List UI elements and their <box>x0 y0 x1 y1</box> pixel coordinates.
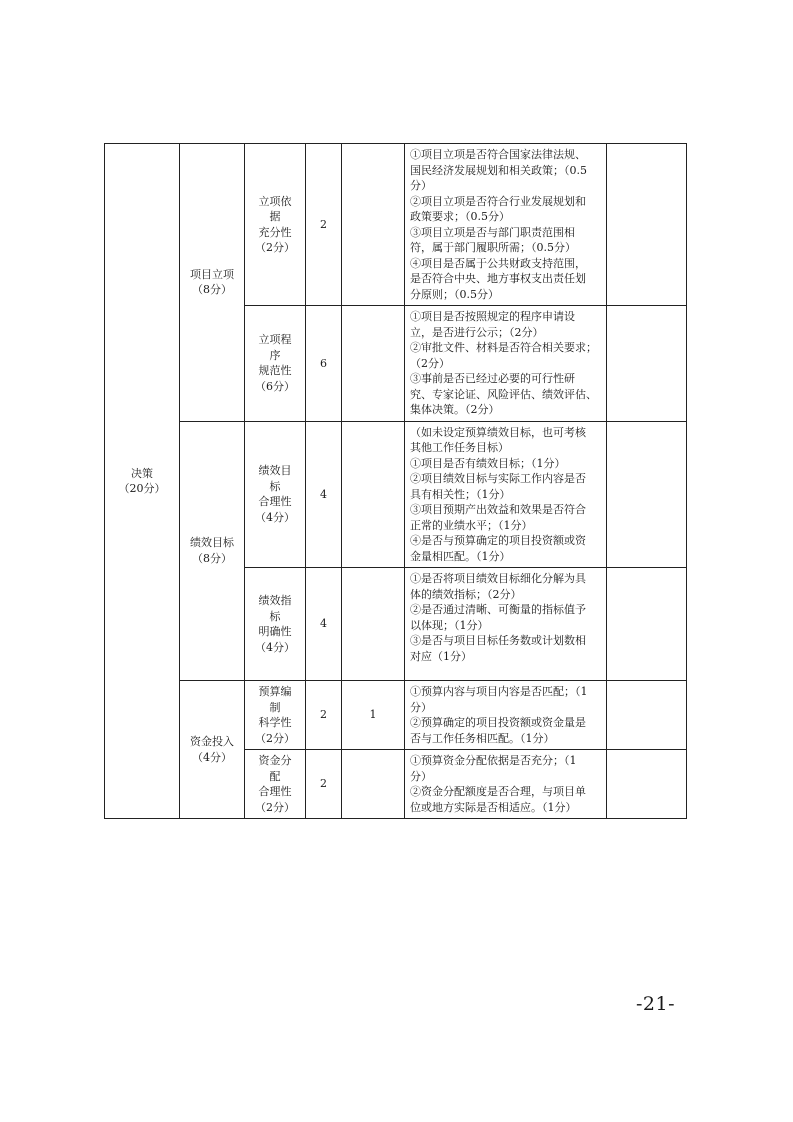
criteria-line: ③项目立项是否与部门职责范围相 <box>410 225 575 239</box>
table-row <box>105 681 687 750</box>
score-cell <box>607 681 687 750</box>
criteria-line: 是否符合中央、地方事权支出责任划 <box>410 272 586 285</box>
criteria-line: 集体决策。（2分） <box>410 403 500 416</box>
deduction-cell: 1 <box>342 681 405 750</box>
criteria-line: 分） <box>410 700 432 714</box>
criteria-line: ①预算资金分配依据是否充分；（1 <box>410 754 577 767</box>
criteria-line: 符，属于部门履职所需；（0.5分） <box>410 241 576 254</box>
score-cell <box>607 750 687 819</box>
criteria-line: 具有相关性；（1分） <box>410 487 511 501</box>
score-cell <box>607 306 687 422</box>
level3-label-line: （2分） <box>255 241 295 254</box>
criteria-line: 否与工作任务相匹配。（1分） <box>410 731 555 745</box>
criteria-cell <box>405 144 607 306</box>
level2-score: （8分） <box>192 551 232 565</box>
criteria-line: ②项目绩效目标与实际工作内容是否 <box>410 472 586 485</box>
level3-indicator-cell <box>245 681 306 750</box>
level2-name: 资金投入 <box>190 735 234 748</box>
weight-cell: 6 <box>306 306 342 422</box>
criteria-line: 正常的业绩水平；（1分） <box>410 518 533 532</box>
level3-label-line: 标 <box>269 609 281 623</box>
table-row <box>105 421 687 568</box>
criteria-cell <box>405 681 607 750</box>
criteria-line: ③项目预期产出效益和效果是否符合 <box>410 503 586 516</box>
criteria-line: ②是否通过清晰、可衡量的指标值予 <box>410 603 586 616</box>
criteria-line: ②预算确定的项目投资额或资金量是 <box>410 716 586 729</box>
level1-indicator-cell <box>105 144 180 819</box>
criteria-line: 分） <box>410 769 432 783</box>
level3-label-line: （6分） <box>255 379 295 393</box>
level1-score: （20分） <box>118 482 166 495</box>
criteria-cell <box>405 421 607 568</box>
deduction-cell <box>342 144 405 306</box>
criteria-line: 究、专家论证、风险评估、绩效评估、 <box>410 387 597 401</box>
level2-indicator-cell <box>180 681 245 819</box>
criteria-line: ①项目立项是否符合国家法律法规、 <box>410 148 586 161</box>
score-cell <box>607 421 687 568</box>
level2-name: 绩效目标 <box>190 536 234 550</box>
criteria-line: ③事前是否已经过必要的可行性研 <box>410 372 575 385</box>
level3-label-line: 规范性 <box>258 364 292 378</box>
weight-cell: 2 <box>306 750 342 819</box>
level3-label-line: 据 <box>269 210 281 223</box>
level3-label-line: （4分） <box>255 510 295 524</box>
level3-label-line: 明确性 <box>258 625 292 638</box>
criteria-line: 金量相匹配。（1分） <box>410 549 511 563</box>
criteria-line: ④是否与预算确定的项目投资额或资 <box>410 534 586 547</box>
level3-label-line: 标 <box>269 479 281 493</box>
criteria-line: ①项目是否有绩效目标；（1分） <box>410 456 566 470</box>
criteria-line: ①项目是否按照规定的程序申请设 <box>410 310 575 323</box>
criteria-line: （如未设定预算绩效目标，也可考核 <box>410 425 586 439</box>
level2-score: （4分） <box>192 750 232 764</box>
level3-indicator-cell <box>245 750 306 819</box>
level3-label-line: 序 <box>269 348 281 362</box>
criteria-line: 对应（1分） <box>410 649 472 663</box>
criteria-line: ②项目立项是否符合行业发展规划和 <box>410 194 586 208</box>
deduction-cell <box>342 750 405 819</box>
weight-cell: 2 <box>306 144 342 306</box>
criteria-line: ②资金分配额度是否合理，与项目单 <box>410 785 586 798</box>
level3-label-line: （2分） <box>255 731 295 745</box>
criteria-line: ④项目是否属于公共财政支持范围， <box>410 256 586 270</box>
criteria-cell <box>405 568 607 681</box>
level3-indicator-cell <box>245 568 306 681</box>
criteria-line: 体的绩效指标；（2分） <box>410 587 522 601</box>
level2-name: 项目立项 <box>190 267 234 281</box>
level3-label-line: （4分） <box>255 640 295 654</box>
criteria-line: 以体现；（1分） <box>410 618 489 632</box>
weight-cell: 4 <box>306 568 342 681</box>
level3-label-line: 绩效指 <box>258 594 292 607</box>
level3-label-line: 立项程 <box>258 333 292 347</box>
level3-indicator-cell <box>245 421 306 568</box>
level3-label-line: 资金分 <box>258 754 292 767</box>
level1-name: 决策 <box>131 466 153 480</box>
level3-label-line: 制 <box>269 700 281 714</box>
score-cell <box>607 568 687 681</box>
level2-indicator-cell <box>180 421 245 681</box>
level3-label-line: 配 <box>269 769 281 783</box>
criteria-line: 政策要求；（0.5分） <box>410 210 510 223</box>
level3-label-line: 绩效目 <box>258 464 292 478</box>
page-number: -21- <box>636 993 676 1015</box>
criteria-line: 分原则；（0.5分） <box>410 287 499 301</box>
level3-indicator-cell <box>245 306 306 422</box>
level3-label-line: （2分） <box>255 800 295 814</box>
criteria-cell <box>405 306 607 422</box>
score-cell <box>607 144 687 306</box>
criteria-line: 立，是否进行公示；（2分） <box>410 325 544 339</box>
level3-indicator-cell <box>245 144 306 306</box>
table-row <box>105 144 687 306</box>
criteria-line: ①是否将项目绩效目标细化分解为具 <box>410 572 586 585</box>
criteria-line: 分） <box>410 179 432 192</box>
deduction-cell <box>342 306 405 422</box>
criteria-line: 位或地方实际是否相适应。（1分） <box>410 800 577 814</box>
criteria-line: ①预算内容与项目内容是否匹配；（1 <box>410 685 588 698</box>
weight-cell: 2 <box>306 681 342 750</box>
level3-label-line: 科学性 <box>258 716 292 729</box>
criteria-line: （2分） <box>410 356 450 370</box>
criteria-line: 其他工作任务目标） <box>410 441 509 454</box>
level3-label-line: 预算编 <box>258 685 292 698</box>
level3-label-line: 合理性 <box>258 495 292 509</box>
deduction-cell <box>342 568 405 681</box>
level3-label-line: 立项依 <box>258 194 292 208</box>
deduction-cell <box>342 421 405 568</box>
criteria-cell <box>405 750 607 819</box>
criteria-line: ②审批文件、材料是否符合相关要求； <box>410 341 597 354</box>
criteria-line: ③是否与项目目标任务数或计划数相 <box>410 634 586 647</box>
evaluation-table <box>104 143 687 819</box>
weight-cell: 4 <box>306 421 342 568</box>
criteria-line: 国民经济发展规划和相关政策；（0.5 <box>410 163 587 177</box>
level3-label-line: 充分性 <box>258 225 292 239</box>
level2-indicator-cell <box>180 144 245 422</box>
level2-score: （8分） <box>192 283 232 297</box>
level3-label-line: 合理性 <box>258 785 292 798</box>
